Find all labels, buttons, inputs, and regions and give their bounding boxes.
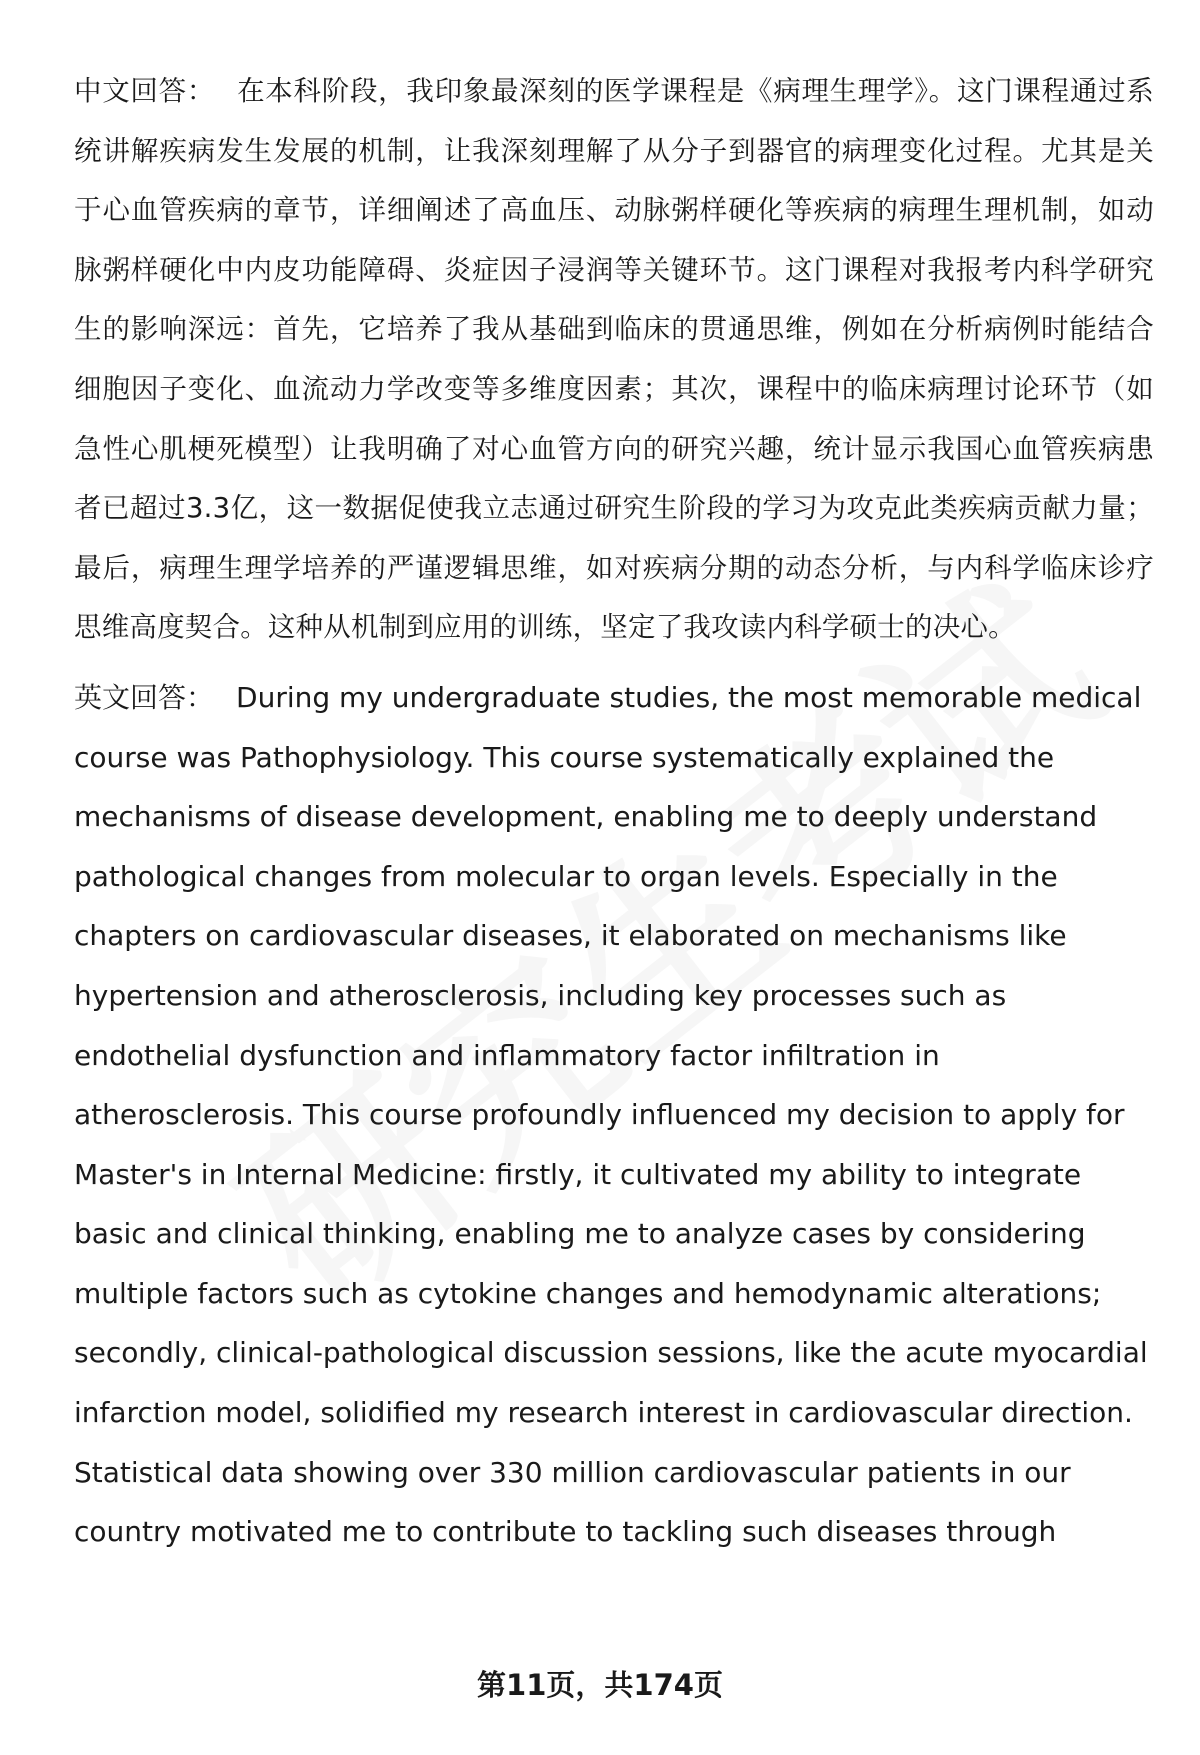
english-answer-paragraph	[74, 668, 1154, 1562]
chinese-answer-paragraph	[74, 62, 1154, 658]
page-number-footer: 第11页，共174页	[477, 1668, 723, 1702]
english-answer-label: 英文回答：	[74, 680, 215, 714]
english-answer-text: During my undergraduate studies, the most memorable medical course was Pathophysiology. This course systematically explained the mechanisms of disease development, enabling me to deeply understand pathological changes from molecular to organ levels. Especially in the chapters on cardiovascular diseases, it elaborated on mechanisms like hypertension and atherosclerosis, including key processes such as endothelial dysfunction and inflammatory factor infiltration in atherosclerosis. This course profoundly influenced my decision to apply for Master's in Internal Medicine: firstly, it cultivated my ability to integrate basic and clinical thinking, enabling me to analyze cases by considering multiple factors such as cytokine changes and hemodynamic alterations; secondly, clinical-pathological discussion sessions, like the acute myocardial infarction model, solidified my research interest in cardiovascular direction. Statistical data showing over 330 million cardiovascular patients in our country motivated me to contribute to tackling such diseases through	[74, 680, 1148, 1549]
chinese-answer-text: 在本科阶段，我印象最深刻的医学课程是《病理生理学》。这门课程通过系统讲解疾病发生发展的机制，让我深刻理解了从分子到器官的病理变化过程。尤其是关于心血管疾病的章节，详细阐述了高血压、动脉粥样硬化等疾病的病理生理机制，如动脉粥样硬化中内皮功能障碍、炎症因子浸润等关键环节。这门课程对我报考内科学研究生的影响深远：首先，它培养了我从基础到临床的贯通思维，例如在分析病例时能结合细胞因子变化、血流动力学改变等多维度因素；其次，课程中的临床病理讨论环节（如急性心肌梗死模型）让我明确了对心血管方向的研究兴趣，统计显示我国心血管疾病患者已超过3.3亿，这一数据促使我立志通过研究生阶段的学习为攻克此类疾病贡献力量；最后，病理生理学培养的严谨逻辑思维，如对疾病分期的动态分析，与内科学临床诊疗思维高度契合。这种从机制到应用的训练，坚定了我攻读内科学硕士的决心。	[74, 75, 1154, 644]
document-body	[74, 62, 1154, 1562]
chinese-answer-label: 中文回答：	[74, 75, 216, 107]
